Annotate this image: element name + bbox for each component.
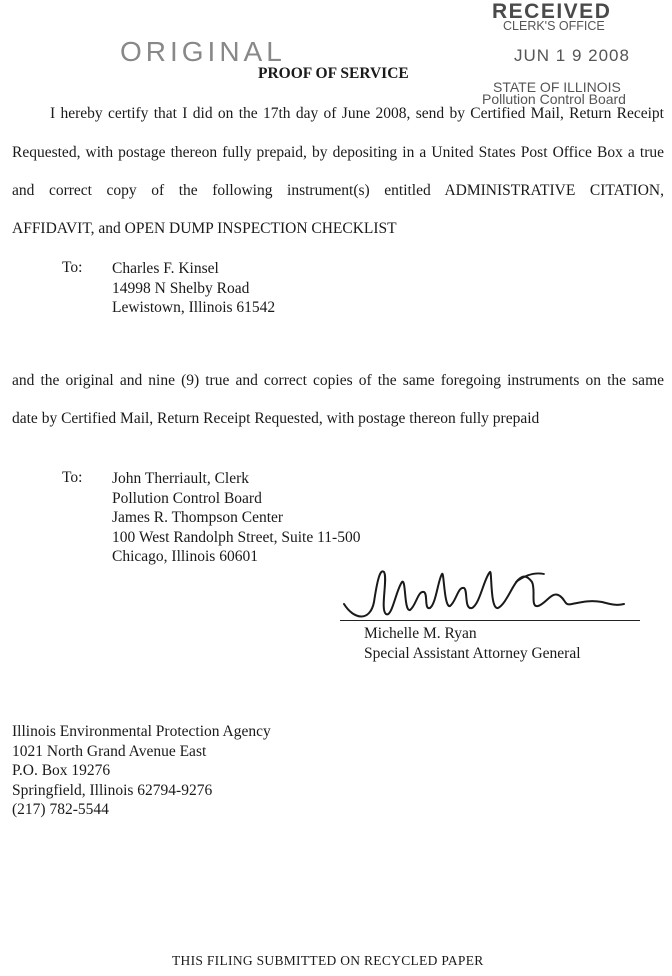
certification-line-3: and correct copy of the following instrument(s) entitled ADMINISTRATIVE CITATION, xyxy=(12,182,664,199)
address-line: Springfield, Illinois 62794-9276 xyxy=(12,781,213,799)
address-line: 100 West Randolph Street, Suite 11-500 xyxy=(112,528,361,546)
signer-title: Special Assistant Attorney General xyxy=(364,645,581,662)
certification-line-2: Requested, with postage thereon fully prepaid, by depositing in a United States Post Office Box a true xyxy=(12,144,664,161)
received-stamp-state: STATE OF ILLINOIS xyxy=(493,79,621,95)
address-line: P.O. Box 19276 xyxy=(12,762,111,779)
signer-block xyxy=(364,624,581,664)
recipient-1-address xyxy=(112,259,275,318)
address-line: 14998 N Shelby Road xyxy=(112,279,250,297)
copies-line-2: date by Certified Mail, Return Receipt Requested, with postage thereon fully prepaid xyxy=(12,410,540,427)
address-line: 1021 North Grand Avenue East xyxy=(12,742,207,760)
address-line: Pollution Control Board xyxy=(112,489,262,507)
address-line: James R. Thompson Center xyxy=(112,509,284,526)
certification-line-1: I hereby certify that I did on the 17th day of June 2008, send by Certified Mail, Return Receipt xyxy=(50,105,664,122)
agency-address xyxy=(12,722,271,820)
address-line: Chicago, Illinois 60601 xyxy=(112,548,258,565)
recipient-2-to-label: To: xyxy=(62,469,83,486)
original-stamp: ORIGINAL xyxy=(120,36,286,67)
received-stamp-date: JUN 1 9 2008 xyxy=(514,46,630,65)
received-stamp-office: CLERK'S OFFICE xyxy=(503,19,605,33)
document-title: PROOF OF SERVICE xyxy=(258,65,409,82)
received-stamp-board: Pollution Control Board xyxy=(482,91,626,107)
recipient-2-address xyxy=(112,469,360,567)
address-line: Lewistown, Illinois 61542 xyxy=(112,299,276,316)
address-line: Illinois Environmental Protection Agency xyxy=(12,723,271,740)
recycled-paper-footer: THIS FILING SUBMITTED ON RECYCLED PAPER xyxy=(172,953,484,968)
address-line: John Therriault, Clerk xyxy=(112,470,250,487)
address-line: Charles F. Kinsel xyxy=(112,260,219,277)
address-line: (217) 782-5544 xyxy=(12,801,109,818)
signature-line xyxy=(340,620,640,621)
recipient-1-to-label: To: xyxy=(62,259,83,276)
copies-line-1: and the original and nine (9) true and correct copies of the same foregoing instruments on the same xyxy=(12,372,664,389)
received-stamp-title: RECEIVED xyxy=(492,0,612,23)
certification-line-4: AFFIDAVIT, and OPEN DUMP INSPECTION CHECKLIST xyxy=(12,220,397,237)
signer-name: Michelle M. Ryan xyxy=(364,625,477,642)
